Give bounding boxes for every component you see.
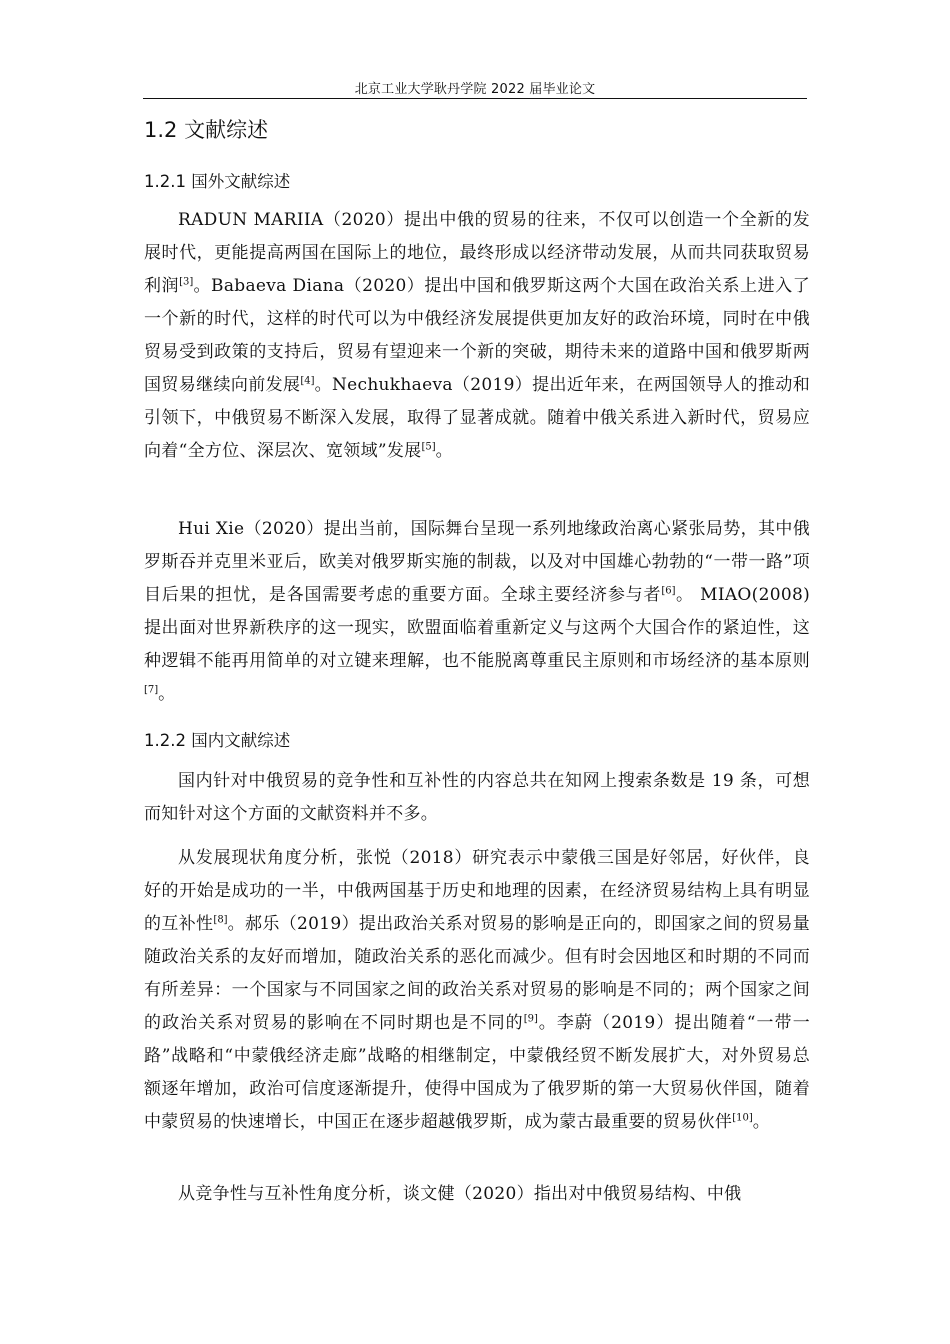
- paragraph-foreign-2: [144, 513, 810, 711]
- paragraph-text: Hui Xie（2020）提出当前，国际舞台呈现一系列地缘政治离心紧张局势，其中俄罗斯吞并克里米亚后，欧美对俄罗斯实施的制裁，以及对中国雄心勃勃的“一带一路”项目后果的担忧，是各国需要考虑的重要方面。全球主要经济参与者: [144, 519, 810, 605]
- paragraph-domestic-3: 从竞争性与互补性角度分析，谈文健（2020）指出对中俄贸易结构、中俄: [178, 1184, 742, 1204]
- citation-ref-10: [10]: [732, 1112, 753, 1124]
- paragraph-text: 。 MIAO(2008)提出面对世界新秩序的这一现实，欧盟面临着重新定义与这两个大国合作的紧迫性，这种逻辑不能再用简单的对立键来理解，也不能脱离尊重民主原则和市场经济的基本原则: [144, 585, 811, 671]
- paragraph-text: 。郝乐（2019）提出政治关系对贸易的影响是正向的，即国家之间的贸易量随政治关系的友好而增加，随政治关系的恶化而减少。但有时会因地区和时期的不同而有所差异：一个国家与不同国家之间的政治关系对贸易的影响是不同的；两个国家之间的政治关系对贸易的影响在不同时期也是不同的: [144, 914, 811, 1033]
- running-header: 北京工业大学耿丹学院 2022 届毕业论文: [354, 82, 596, 97]
- citation-ref-6: [6]: [661, 585, 676, 597]
- paragraph-text: 。Nechukhaeva（2019）提出近年来，在两国领导人的推动和引领下，中俄贸易不断深入发展，取得了显著成就。随着中俄关系进入新时代，贸易应向着“全方位、深层次、宽领域”发展: [144, 375, 810, 461]
- paragraph-text: 。: [752, 1112, 771, 1132]
- paragraph-text: 。: [158, 684, 176, 704]
- paragraph-text: 。李蔚（2019）提出随着“一带一路”战略和“中蒙俄经济走廊”战略的相继制定，中蒙俄经贸不断发展扩大，对外贸易总额逐年增加，政治可信度逐渐提升，使得中国成为了俄罗斯的第一大贸易伙伴国，随着中蒙贸易的快速增长，中国正在逐步超越俄罗斯，成为蒙古最重要的贸易伙伴: [144, 1013, 810, 1132]
- citation-ref-4: [4]: [300, 375, 315, 387]
- paragraph-foreign-1: [144, 204, 810, 468]
- paragraph-domestic-1: 国内针对中俄贸易的竞争性和互补性的内容总共在知网上搜索条数是 19 条，可想而知针对这个方面的文献资料并不多。: [144, 771, 810, 824]
- paragraph-text: 。: [435, 441, 453, 461]
- paragraph-text: 。Babaeva Diana（2020）提出中国和俄罗斯这两个大国在政治关系上进入了一个新的时代，这样的时代可以为中俄经济发展提供更加友好的政治环境，同时在中俄贸易受到政策的支持后，贸易有望迎来一个新的突破，期待未来的道路中国和俄罗斯两国贸易继续向前发展: [144, 276, 811, 395]
- citation-ref-8: [8]: [213, 914, 228, 926]
- paragraph-domestic-2: [144, 842, 810, 1139]
- subsection-title-domestic: 1.2.2 国内文献综述: [144, 731, 291, 750]
- paragraph-text: 从发展现状角度分析，张悦（2018）研究表示中蒙俄三国是好邻居，好伙伴，良好的开始是成功的一半，中俄两国基于历史和地理的因素，在经济贸易结构上具有明显的互补性: [144, 848, 810, 934]
- citation-ref-3: [3]: [179, 276, 194, 288]
- subsection-title-foreign: 1.2.1 国外文献综述: [144, 172, 291, 191]
- header-rule: [143, 98, 807, 99]
- paragraph-text: RADUN MARIIA（2020）提出中俄的贸易的往来，不仅可以创造一个全新的发展时代，更能提高两国在国际上的地位，最终形成以经济带动发展，从而共同获取贸易利润: [144, 210, 810, 296]
- citation-ref-5: [5]: [421, 441, 436, 453]
- section-title: 1.2 文献综述: [144, 118, 269, 142]
- citation-ref-9: [9]: [523, 1013, 538, 1025]
- citation-ref-7: [7]: [144, 684, 159, 696]
